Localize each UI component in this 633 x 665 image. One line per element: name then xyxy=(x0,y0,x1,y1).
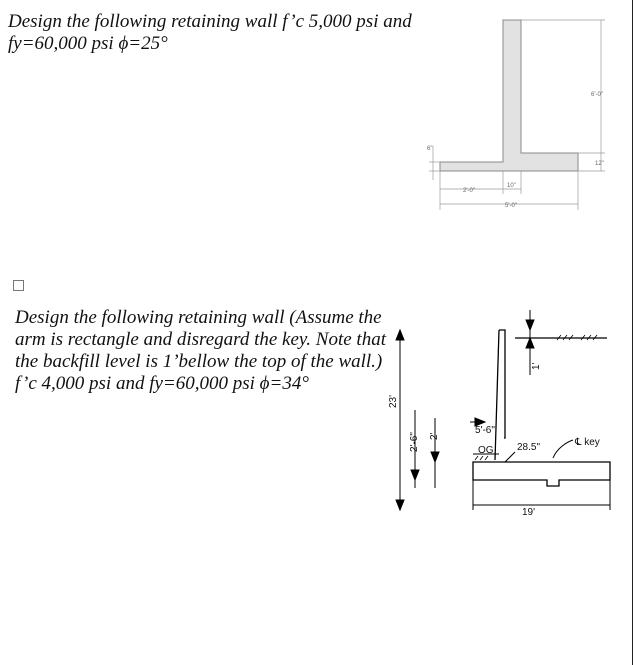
problem-1-statement xyxy=(8,11,428,55)
problem-2-line-2: arm is rectangle and disregard the key. Note that xyxy=(15,329,386,350)
dim-stem-height: 6'-0" xyxy=(591,92,603,98)
problem-2-wall-figure xyxy=(375,300,630,525)
label-original-ground: OG xyxy=(478,445,494,456)
dim-base-width: 19' xyxy=(522,507,536,518)
dim-heel-width: 28.5" xyxy=(517,442,541,453)
wall-outline xyxy=(473,330,610,486)
wall-concrete-section xyxy=(440,20,578,171)
dim-footing-thickness: 12" xyxy=(595,161,604,167)
answer-checkbox[interactable] xyxy=(13,280,24,291)
problem-2-line-3: the backfill level is 1’bellow the top of the wall.) xyxy=(15,351,383,372)
label-key-centerline: ℄ key xyxy=(575,437,600,448)
dim-toe-length: 5'-6" xyxy=(475,425,495,436)
problem-2-line-4: f’c 4,000 psi and fy=60,000 psi ϕ=34° xyxy=(15,373,309,394)
dim-total-height: 23' xyxy=(388,394,399,408)
problem-2-line-1: Design the following retaining wall (Assume the xyxy=(15,307,382,328)
dim-base-width: 5'-0" xyxy=(505,203,517,209)
dim-toe-thickness: 6" xyxy=(427,146,433,152)
dim-front-fill: 2'-6" xyxy=(409,432,420,452)
dim-toe-length: 2'-0" xyxy=(463,188,475,194)
problem-2-statement xyxy=(15,307,395,395)
problem-1-line-2: fy=60,000 psi ϕ=25° xyxy=(8,33,168,54)
dim-stem-thickness: 10" xyxy=(507,183,516,189)
problem-1-wall-figure xyxy=(415,10,625,215)
dimension-labels xyxy=(388,362,600,518)
problem-1-line-1: Design the following retaining wall f’c 5,000 psi and xyxy=(8,11,412,32)
dim-footing-thickness: 2' xyxy=(429,432,440,440)
dim-backfill-drop: 1' xyxy=(531,362,542,370)
